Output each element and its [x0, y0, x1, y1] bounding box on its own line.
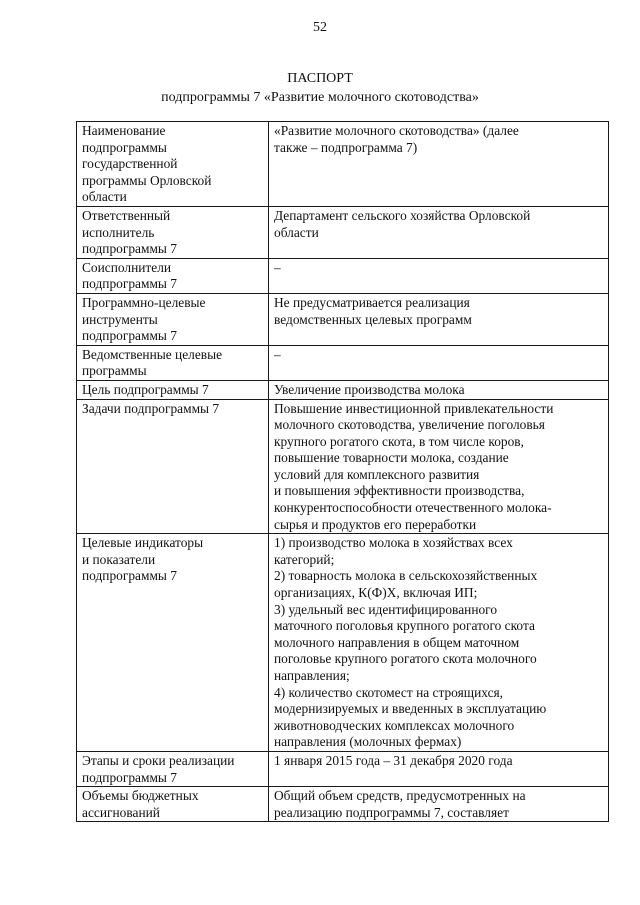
row-label-line: Объемы бюджетных: [82, 788, 199, 804]
row-label-line: ассигнований: [82, 804, 160, 820]
row-value-line: категорий;: [274, 551, 335, 567]
row-value-line: 2) товарность молока в сельскохозяйственных: [274, 568, 538, 584]
row-value-cell: [269, 206, 609, 258]
row-value-line: организациях, К(Ф)Х, включая ИП;: [274, 585, 478, 601]
row-value-cell: [269, 122, 609, 207]
row-value-cell: [269, 293, 609, 345]
passport-row: [77, 787, 609, 822]
passport-table-body: [77, 122, 609, 822]
row-label-line: подпрограммы: [82, 139, 167, 155]
row-value-line: –: [274, 259, 281, 275]
row-label-cell: [77, 122, 269, 207]
row-label-cell: [77, 399, 269, 534]
row-label-line: подпрограммы 7: [82, 328, 177, 344]
row-label-line: Соисполнители: [82, 259, 172, 275]
row-label-cell: [77, 206, 269, 258]
row-label-line: подпрограммы 7: [82, 241, 177, 257]
passport-row: [77, 258, 609, 293]
row-label-cell: [77, 258, 269, 293]
row-label-line: и показатели: [82, 551, 156, 567]
row-label-line: Программно-целевые: [82, 294, 206, 310]
row-label-line: Наименование: [82, 123, 166, 138]
row-value-line: поголовье крупного рогатого скота молочного: [274, 651, 537, 667]
row-label-line: Задачи подпрограммы 7: [82, 400, 220, 416]
row-value-cell: [269, 751, 609, 786]
row-value-line: 4) количество скотомест на строящихся,: [274, 684, 504, 700]
row-value-line: –: [274, 346, 281, 362]
row-label-cell: [77, 534, 269, 752]
passport-row: [77, 122, 609, 207]
row-value-line: модернизируемых и введенных в эксплуатацию: [274, 701, 547, 717]
document-title: ПАСПОРТ: [287, 71, 353, 86]
row-label-line: подпрограммы 7: [82, 276, 177, 292]
row-value-line: Увеличение производства молока: [274, 381, 465, 397]
row-value-cell: [269, 380, 609, 399]
row-value-cell: [269, 787, 609, 822]
row-label-line: программы: [82, 363, 147, 379]
row-value-line: Не предусматривается реализация: [274, 294, 470, 310]
row-label-cell: [77, 293, 269, 345]
row-label-line: подпрограммы 7: [82, 568, 177, 584]
row-value-line: 1 января 2015 года – 31 декабря 2020 года: [274, 752, 513, 768]
row-value-line: Общий объем средств, предусмотренных на: [274, 788, 526, 804]
row-label-line: области: [82, 189, 127, 205]
row-value-line: конкурентоспособности отечественного молока-: [274, 500, 552, 516]
row-value-line: сырья и продуктов его переработки: [274, 516, 477, 532]
row-value-line: Департамент сельского хозяйства Орловской: [274, 207, 531, 223]
row-value-cell: [269, 534, 609, 752]
row-value-line: и повышения эффективности производства,: [274, 483, 525, 499]
row-value-line: маточного поголовья крупного рогатого скота: [274, 618, 535, 634]
row-value-line: направления (молочных фермах): [274, 734, 462, 750]
row-label-line: подпрограммы 7: [82, 769, 177, 785]
passport-row: [77, 293, 609, 345]
passport-row: [77, 534, 609, 752]
passport-row: [77, 399, 609, 534]
row-value-line: крупного рогатого скота, в том числе коров,: [274, 433, 524, 449]
row-label-line: Ответственный: [82, 207, 171, 223]
row-label-line: Этапы и сроки реализации: [82, 752, 235, 768]
passport-table: [76, 121, 609, 822]
passport-row: [77, 380, 609, 399]
row-value-line: 1) производство молока в хозяйствах всех: [274, 535, 513, 551]
row-value-line: 3) удельный вес идентифицированного: [274, 601, 498, 617]
row-label-cell: [77, 787, 269, 822]
row-label-line: государственной: [82, 156, 178, 172]
row-value-line: также – подпрограмма 7): [274, 139, 418, 155]
row-label-line: Целевые индикаторы: [82, 535, 204, 551]
row-value-line: области: [274, 224, 319, 240]
row-value-line: молочного направления в общем маточном: [274, 634, 520, 650]
row-label-line: программы Орловской: [82, 172, 212, 188]
row-value-line: молочного скотоводства, увеличение поголовья: [274, 417, 545, 433]
row-label-cell: [77, 751, 269, 786]
row-value-line: «Развитие молочного скотоводства» (далее: [274, 123, 519, 138]
row-value-line: условий для комплексного развития: [274, 466, 480, 482]
row-value-line: животноводческих комплексах молочного: [274, 717, 515, 733]
passport-row: [77, 751, 609, 786]
row-value-line: направления;: [274, 668, 350, 683]
page-number: 52: [313, 20, 327, 35]
row-value-line: Повышение инвестиционной привлекательности: [274, 400, 554, 416]
row-label-cell: [77, 380, 269, 399]
document-subtitle: подпрограммы 7 «Развитие молочного скотоводства»: [161, 90, 479, 105]
row-label-cell: [77, 345, 269, 380]
row-label-line: Ведомственные целевые: [82, 346, 223, 362]
row-value-cell: [269, 399, 609, 534]
row-label-line: исполнитель: [82, 224, 155, 240]
row-value-cell: [269, 258, 609, 293]
row-value-cell: [269, 345, 609, 380]
row-value-line: реализацию подпрограммы 7, составляет: [274, 804, 509, 820]
row-label-line: Цель подпрограммы 7: [82, 381, 209, 397]
row-value-line: повышение товарности молока, создание: [274, 450, 509, 466]
row-label-line: инструменты: [82, 311, 158, 327]
passport-row: [77, 206, 609, 258]
row-value-line: ведомственных целевых программ: [274, 311, 472, 327]
passport-row: [77, 345, 609, 380]
